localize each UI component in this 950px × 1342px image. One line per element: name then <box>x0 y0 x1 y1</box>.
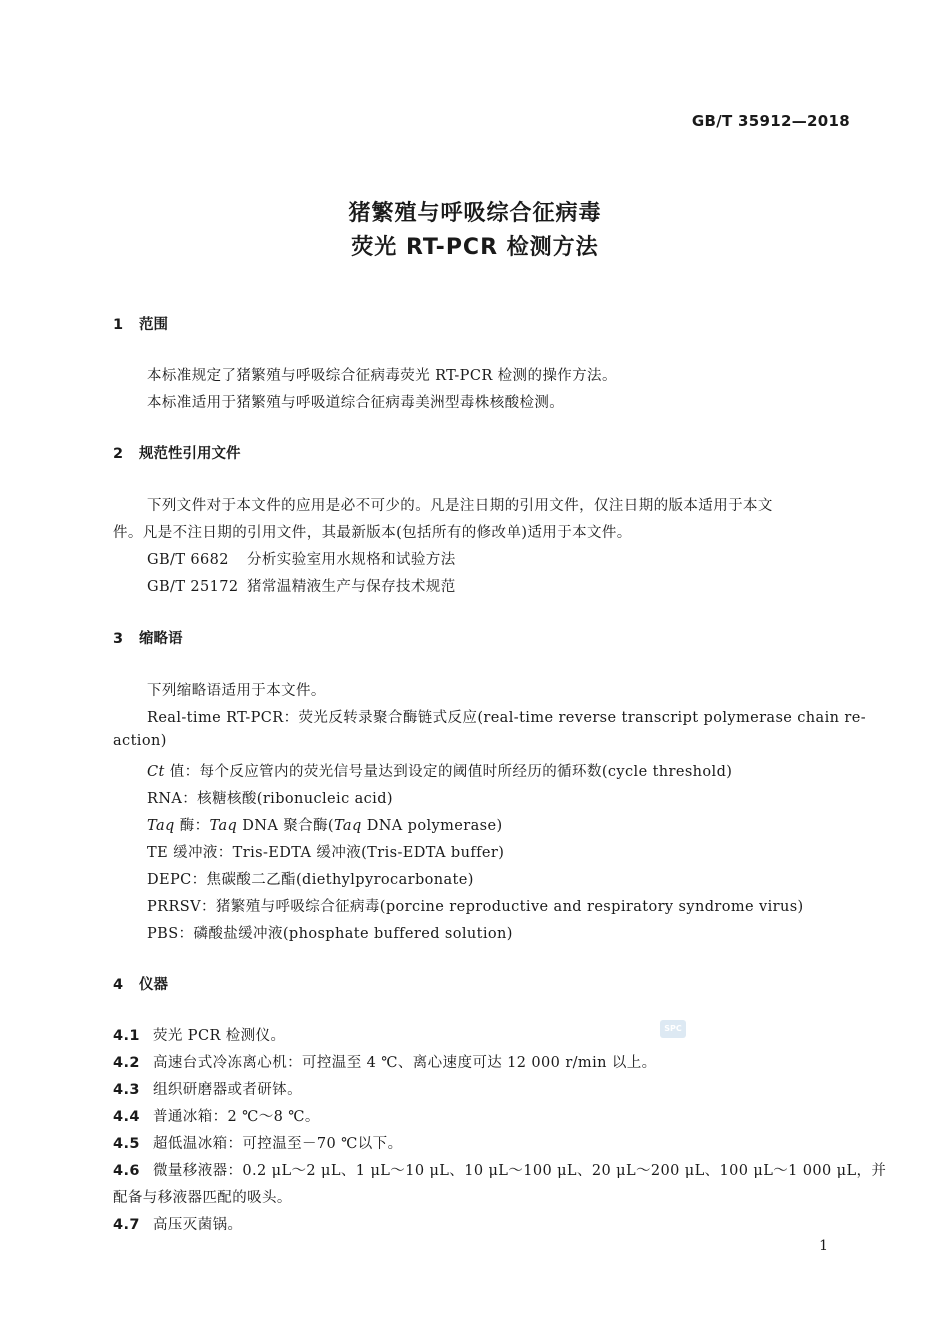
section-title: 规范性引用文件 <box>139 446 241 462</box>
item-number: 4.5 <box>113 1136 140 1152</box>
standard-code: GB/T 35912—2018 <box>691 112 850 130</box>
paragraph: 本标准规定了猪繁殖与呼吸综合征病毒荧光 RT-PCR 检测的操作方法。 <box>147 368 617 384</box>
instrument-item <box>113 1213 242 1234</box>
reference-item <box>147 575 456 596</box>
item-number: 4.6 <box>113 1163 140 1179</box>
section-number: 4 <box>113 977 124 993</box>
page-number: 1 <box>819 1238 828 1254</box>
section-4-heading <box>113 973 168 994</box>
abbreviation-item: TE 缓冲液：Tris-EDTA 缓冲液(Tris-EDTA buffer) <box>147 845 505 861</box>
item-text: 普通冰箱：2 ℃～8 ℃。 <box>153 1109 320 1125</box>
instrument-item <box>113 1105 320 1126</box>
section-2-heading <box>113 442 241 463</box>
abbreviation-item: Real-time RT-PCR：荧光反转录聚合酶链式反应(real-time reverse transcript polymerase chain re- <box>147 710 866 726</box>
abbr-label: 酶： <box>179 818 210 834</box>
abbr-definition-end: DNA polymerase) <box>366 818 503 834</box>
instrument-item <box>113 1132 402 1153</box>
abbr-definition: 值：每个反应管内的荧光信号量达到设定的阈值时所经历的循环数(cycle threshold) <box>169 764 733 780</box>
item-number: 4.1 <box>113 1028 140 1044</box>
section-1-heading <box>113 313 168 334</box>
section-title: 缩略语 <box>139 631 183 647</box>
reference-title: 猪常温精液生产与保存技术规范 <box>247 579 456 595</box>
paragraph: 本标准适用于猪繁殖与呼吸道综合征病毒美洲型毒株核酸检测。 <box>147 395 565 411</box>
section-number: 1 <box>113 317 124 333</box>
item-number: 4.3 <box>113 1082 140 1098</box>
item-text: 微量移液器：0.2 μL～2 μL、1 μL～10 μL、10 μL～100 μL、20 μL～200 μL、100 μL～1 000 μL，并 <box>153 1163 887 1179</box>
document-title-line1: 猪繁殖与呼吸综合征病毒 <box>348 201 602 226</box>
abbreviation-item: RNA：核糖核酸(ribonucleic acid) <box>147 791 393 807</box>
abbr-term-italic: Taq <box>147 818 175 834</box>
abbreviation-item <box>147 760 732 781</box>
abbr-term-italic: Taq <box>333 818 362 834</box>
watermark-logo: SPC <box>660 1020 686 1038</box>
abbreviation-item <box>147 814 503 835</box>
document-title-line2: 荧光 RT-PCR 检测方法 <box>351 235 599 260</box>
reference-title: 分析实验室用水规格和试验方法 <box>247 552 456 568</box>
item-text: 超低温冰箱：可控温至－70 ℃以下。 <box>153 1136 403 1152</box>
instrument-item <box>113 1078 302 1099</box>
paragraph: 下列缩略语适用于本文件。 <box>147 683 326 699</box>
reference-item <box>147 548 456 569</box>
abbreviation-item: DEPC：焦碳酸二乙酯(diethylpyrocarbonate) <box>147 872 474 888</box>
abbreviation-item: PRRSV：猪繁殖与呼吸综合征病毒(porcine reproductive and respiratory syndrome virus) <box>147 899 804 915</box>
reference-code: GB/T 6682 <box>147 552 229 568</box>
abbr-definition: DNA 聚合酶( <box>242 818 334 834</box>
section-title: 仪器 <box>139 977 168 993</box>
instrument-item <box>113 1024 285 1045</box>
instrument-item-continuation: 配备与移液器匹配的吸头。 <box>113 1190 292 1206</box>
item-text: 组织研磨器或者研钵。 <box>153 1082 302 1098</box>
item-number: 4.7 <box>113 1217 140 1233</box>
item-number: 4.4 <box>113 1109 140 1125</box>
abbreviation-item: PBS：磷酸盐缓冲液(phosphate buffered solution) <box>147 926 513 942</box>
item-text: 高速台式冷冻离心机：可控温至 4 ℃、离心速度可达 12 000 r/min 以上。 <box>153 1055 657 1071</box>
section-title: 范围 <box>139 317 168 333</box>
paragraph-continuation: 件。凡是不注日期的引用文件，其最新版本(包括所有的修改单)适用于本文件。 <box>113 525 632 541</box>
section-number: 3 <box>113 631 124 647</box>
item-text: 荧光 PCR 检测仪。 <box>153 1028 286 1044</box>
abbreviation-continuation: action) <box>113 733 167 749</box>
section-3-heading <box>113 627 183 648</box>
reference-code: GB/T 25172 <box>147 579 239 595</box>
section-number: 2 <box>113 446 124 462</box>
item-number: 4.2 <box>113 1055 140 1071</box>
abbr-term-italic: Taq <box>209 818 238 834</box>
instrument-item <box>113 1051 657 1072</box>
instrument-item <box>113 1159 886 1180</box>
item-text: 高压灭菌锅。 <box>153 1217 243 1233</box>
abbr-term-italic: Ct <box>147 764 165 780</box>
paragraph: 下列文件对于本文件的应用是必不可少的。凡是注日期的引用文件，仅注日期的版本适用于本文 <box>147 498 773 514</box>
